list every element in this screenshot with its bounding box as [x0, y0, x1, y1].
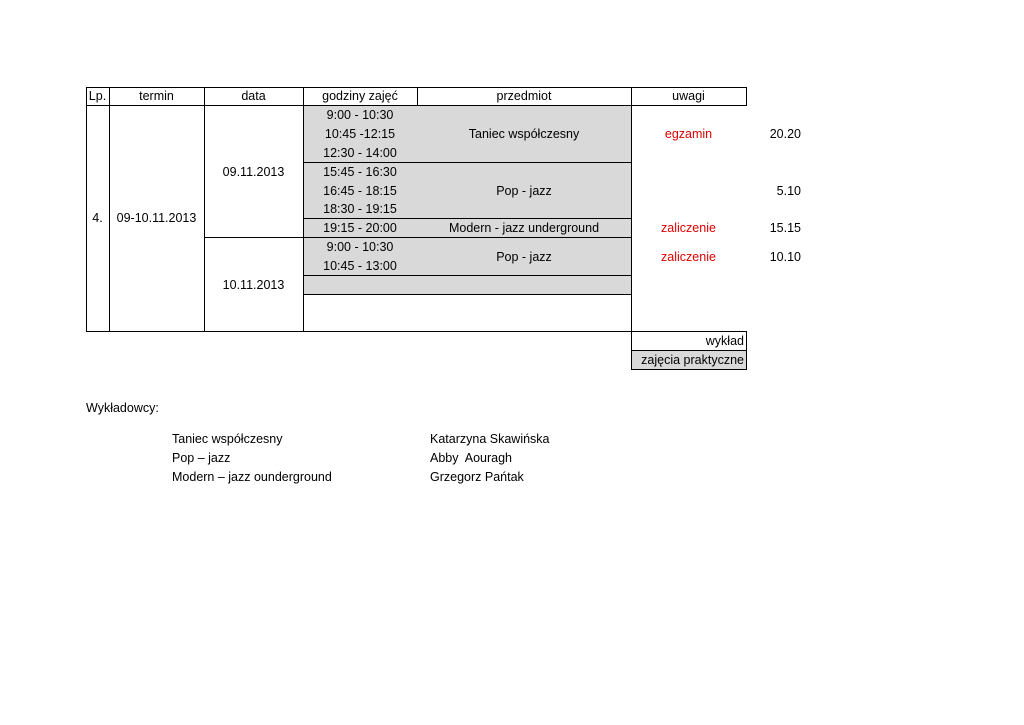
time-slot: 19:15 - 20:00 — [323, 220, 397, 235]
legend-practical: zajęcia praktyczne — [641, 353, 744, 367]
table-right-border — [746, 87, 747, 106]
lecturer-subject: Taniec współczesny — [172, 432, 283, 446]
header-data: data — [241, 89, 266, 103]
subject: Taniec współczesny — [468, 126, 580, 141]
day-divider — [205, 237, 304, 238]
lecturers-heading: Wykładowcy: — [86, 401, 159, 415]
side-value: 5.10 — [776, 183, 801, 198]
time-slot: 10:45 -12:15 — [324, 126, 396, 141]
note: zaliczenie — [661, 249, 716, 264]
time-slot: 10:45 - 13:00 — [323, 258, 397, 273]
col-divider — [204, 87, 205, 332]
slot-divider — [304, 294, 632, 295]
time-slot: 16:45 - 18:15 — [323, 183, 397, 198]
note: zaliczenie — [661, 220, 716, 235]
lecturer-subject: Modern – jazz ounderground — [172, 470, 332, 484]
shade-empty-row — [304, 276, 632, 294]
row-termin: 09-10.11.2013 — [116, 210, 197, 225]
subject: Pop - jazz — [496, 183, 552, 198]
subject: Pop - jazz — [496, 249, 552, 264]
header-przedmiot: przedmiot — [496, 89, 552, 103]
slot-divider — [304, 275, 632, 276]
time-slot: 9:00 - 10:30 — [326, 239, 394, 254]
header-godziny: godziny zajęć — [322, 89, 398, 103]
legend-lecture: wykład — [705, 334, 744, 348]
lecturer-subject: Pop – jazz — [172, 451, 231, 465]
lecturer-name: Katarzyna Skawińska — [430, 432, 550, 446]
header-uwagi: uwagi — [672, 89, 705, 103]
side-value: 15.15 — [769, 220, 801, 235]
time-slot: 15:45 - 16:30 — [323, 164, 397, 179]
header-termin: termin — [139, 89, 174, 103]
legend-bottom-border — [632, 369, 747, 370]
lecturer-name: Abby Aouragh — [430, 451, 513, 465]
side-value: 10.10 — [769, 249, 801, 264]
side-value: 20.20 — [769, 126, 801, 141]
note: egzamin — [664, 126, 713, 141]
subject: Modern - jazz underground — [448, 220, 600, 235]
time-slot: 12:30 - 14:00 — [323, 145, 397, 160]
lecturer-name: Grzegorz Pańtak — [430, 470, 524, 484]
time-slot: 9:00 - 10:30 — [326, 107, 394, 122]
day-date: 10.11.2013 — [222, 277, 285, 292]
header-lp: Lp. — [88, 89, 107, 103]
time-slot: 18:30 - 19:15 — [323, 201, 397, 216]
row-lp: 4. — [92, 210, 103, 225]
day-date: 09.11.2013 — [222, 164, 285, 179]
